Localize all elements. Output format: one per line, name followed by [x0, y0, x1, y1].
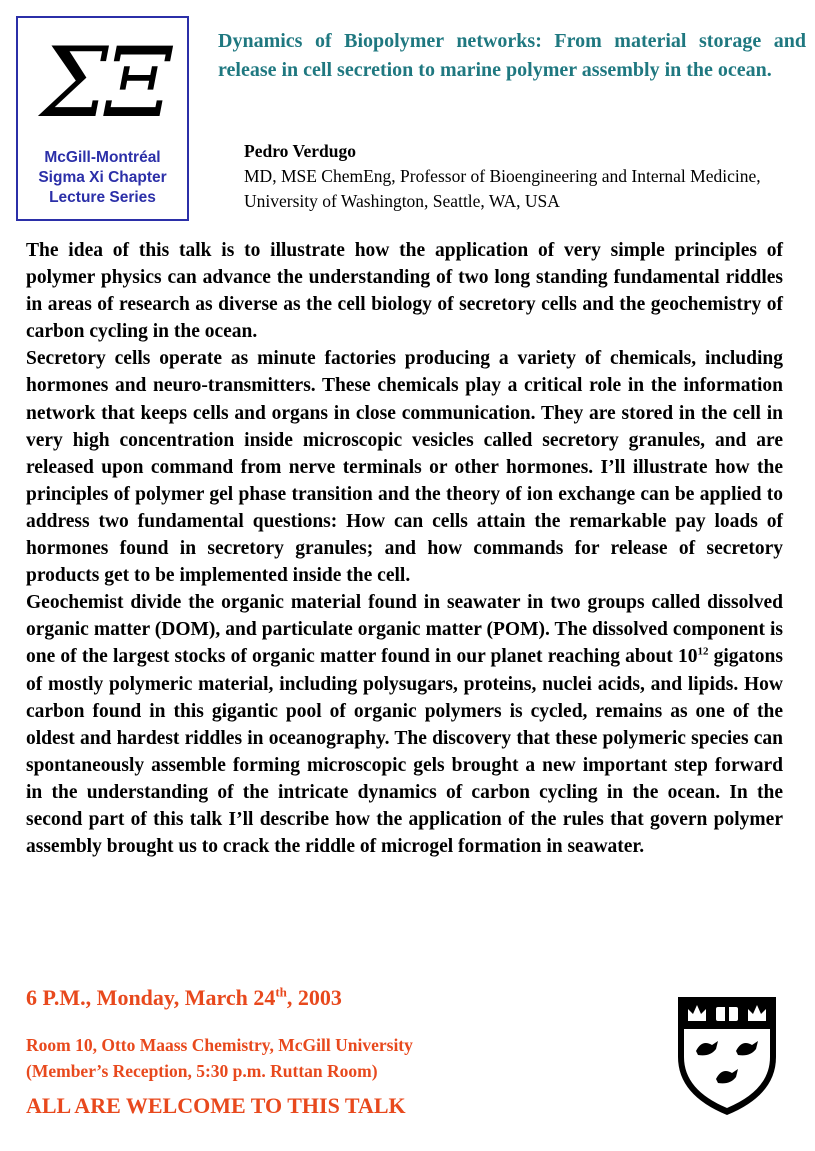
- event-date-time: [26, 985, 342, 1011]
- abstract: [26, 237, 783, 860]
- logo-line-2: Sigma Xi Chapter: [38, 169, 167, 186]
- speaker-info: [244, 139, 804, 214]
- event-time-start: 6 P.M., Monday, March 24: [26, 985, 276, 1010]
- lecture-series-label: [18, 148, 187, 208]
- mcgill-crest-icon: [676, 995, 778, 1117]
- abstract-paragraph-2: Secretory cells operate as minute factories producing a variety of chemicals, including hormones and neuro-transmitters. These chemicals play a critical role in the information network that keeps cells and organs in close communication. They are stored in the cell in very high concentration inside microscopic vesicles called secretory granules, and are released upon command from nerve terminals or other hormones. I’ll illustrate how the principles of polymer gel phase transition and the theory of ion exchange can be applied to address two fundamental questions: How can cells attain the remarkable pay loads of hormones found in secretory granules; and how commands for release of secretory products get to be implemented inside the cell.: [26, 348, 783, 587]
- event-year: , 2003: [286, 985, 342, 1010]
- abstract-paragraph-3-start: Geochemist divide the organic material found in seawater in two groups called dissolved organic matter (DOM), and particulate organic matter (POM). The dissolved component is one of the largest stocks of organic matter found in our planet reaching about 10: [26, 592, 783, 668]
- abstract-paragraph-3: [26, 589, 783, 860]
- abstract-paragraph-3-end: gigatons of mostly polymeric material, including polysugars, proteins, nuclei acids, and lipids. How carbon found in this gigantic pool of organic polymers is cycled, remains as one of the oldest and hardest riddles in oceanography. The discovery that these polymeric species can spontaneously assemble forming microscopic gels brought a new important step forward in the understanding of the intricate dynamics of carbon cycling in the ocean. In the second part of this talk I’ll describe how the application of the rules that govern polymer assembly brought us to crack the riddle of microgel formation in seawater.: [26, 646, 783, 858]
- speaker-name: Pedro Verdugo: [244, 141, 356, 161]
- welcome-banner: ALL ARE WELCOME TO THIS TALK: [26, 1093, 406, 1118]
- event-reception: (Member’s Reception, 5:30 p.m. Ruttan Room): [26, 1061, 378, 1081]
- logo-line-1: McGill-Montréal: [44, 149, 161, 166]
- logo-line-3: Lecture Series: [49, 189, 156, 206]
- ordinal-suffix: th: [275, 984, 287, 1000]
- exponent: 12: [697, 645, 709, 658]
- sigma-xi-symbol: ΣΞ: [40, 27, 169, 139]
- abstract-paragraph-1: The idea of this talk is to illustrate how the application of very simple principles of polymer physics can advance the understanding of two long standing fundamental riddles in areas of research as diverse as the cell biology of secretory cells and the geochemistry of carbon cycling in the ocean.: [26, 240, 783, 343]
- sigma-xi-logo: [16, 16, 189, 221]
- event-room: Room 10, Otto Maass Chemistry, McGill University: [26, 1035, 413, 1055]
- speaker-affiliation: MD, MSE ChemEng, Professor of Bioengineering and Internal Medicine, University of Washington, Seattle, WA, USA: [244, 166, 761, 211]
- event-location: [26, 1032, 546, 1084]
- talk-title: Dynamics of Biopolymer networks: From material storage and release in cell secretion to marine polymer assembly in the ocean.: [218, 30, 806, 81]
